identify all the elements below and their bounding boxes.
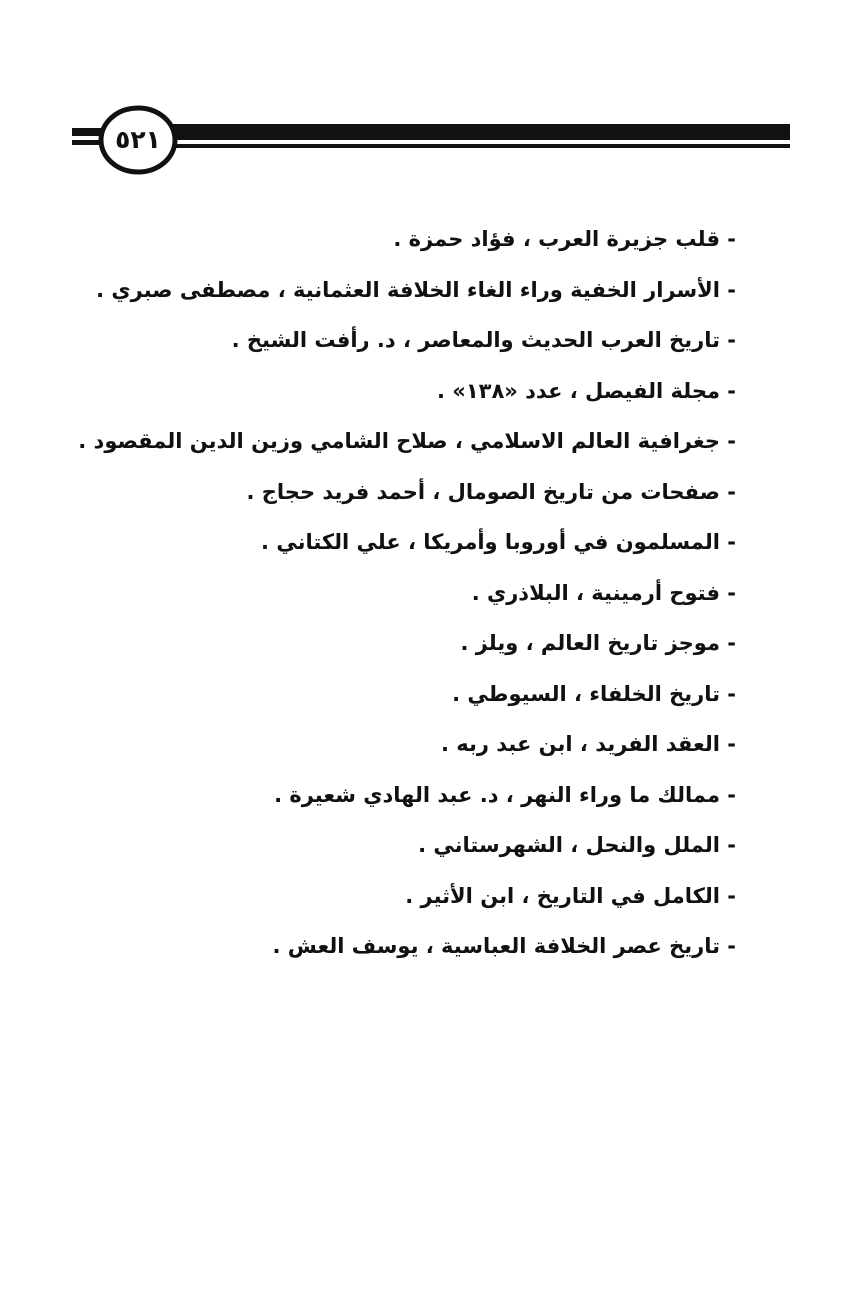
reference-entry: - جغرافية العالم الاسلامي ، صلاح الشامي وزين الدين المقصود . — [78, 429, 736, 453]
reference-entry: - الأسرار الخفية وراء الغاء الخلافة العثمانية ، مصطفى صبري . — [96, 277, 736, 302]
reference-entry: - العقد الفريد ، ابن عبد ربه . — [440, 732, 736, 756]
reference-list — [78, 214, 736, 972]
header-rule-ornament — [72, 100, 792, 180]
reference-entry: - تاريخ عصر الخلافة العباسية ، يوسف العش . — [272, 934, 736, 958]
reference-entry: - تاريخ الخلفاء ، السيوطي . — [452, 681, 736, 706]
reference-entry: - ممالك ما وراء النهر ، د. عبد الهادي شعيرة . — [274, 782, 736, 807]
reference-entry: - مجلة الفيصل ، عدد «١٣٨» . — [436, 378, 736, 403]
page-number: ٥٢١ — [115, 125, 161, 154]
header-rule-top-bar — [157, 124, 790, 140]
reference-entry: - الملل والنحل ، الشهرستاني . — [418, 833, 736, 857]
reference-entry: - الكامل في التاريخ ، ابن الأثير . — [405, 883, 736, 908]
reference-entry: - صفحات من تاريخ الصومال ، أحمد فريد حجاج . — [246, 479, 736, 504]
reference-entry: - تاريخ العرب الحديث والمعاصر ، د. رأفت الشيخ . — [231, 328, 736, 352]
reference-entry: - المسلمون في أوروبا وأمريكا ، علي الكتاني . — [261, 530, 736, 554]
reference-entry: - فتوح أرمينية ، البلاذري . — [471, 580, 736, 605]
reference-entry: - موجز تاريخ العالم ، ويلز . — [460, 631, 736, 655]
reference-entry: - قلب جزيرة العرب ، فؤاد حمزة . — [393, 227, 736, 251]
header-rule-bottom-bar — [157, 144, 790, 148]
page-header — [72, 100, 792, 180]
